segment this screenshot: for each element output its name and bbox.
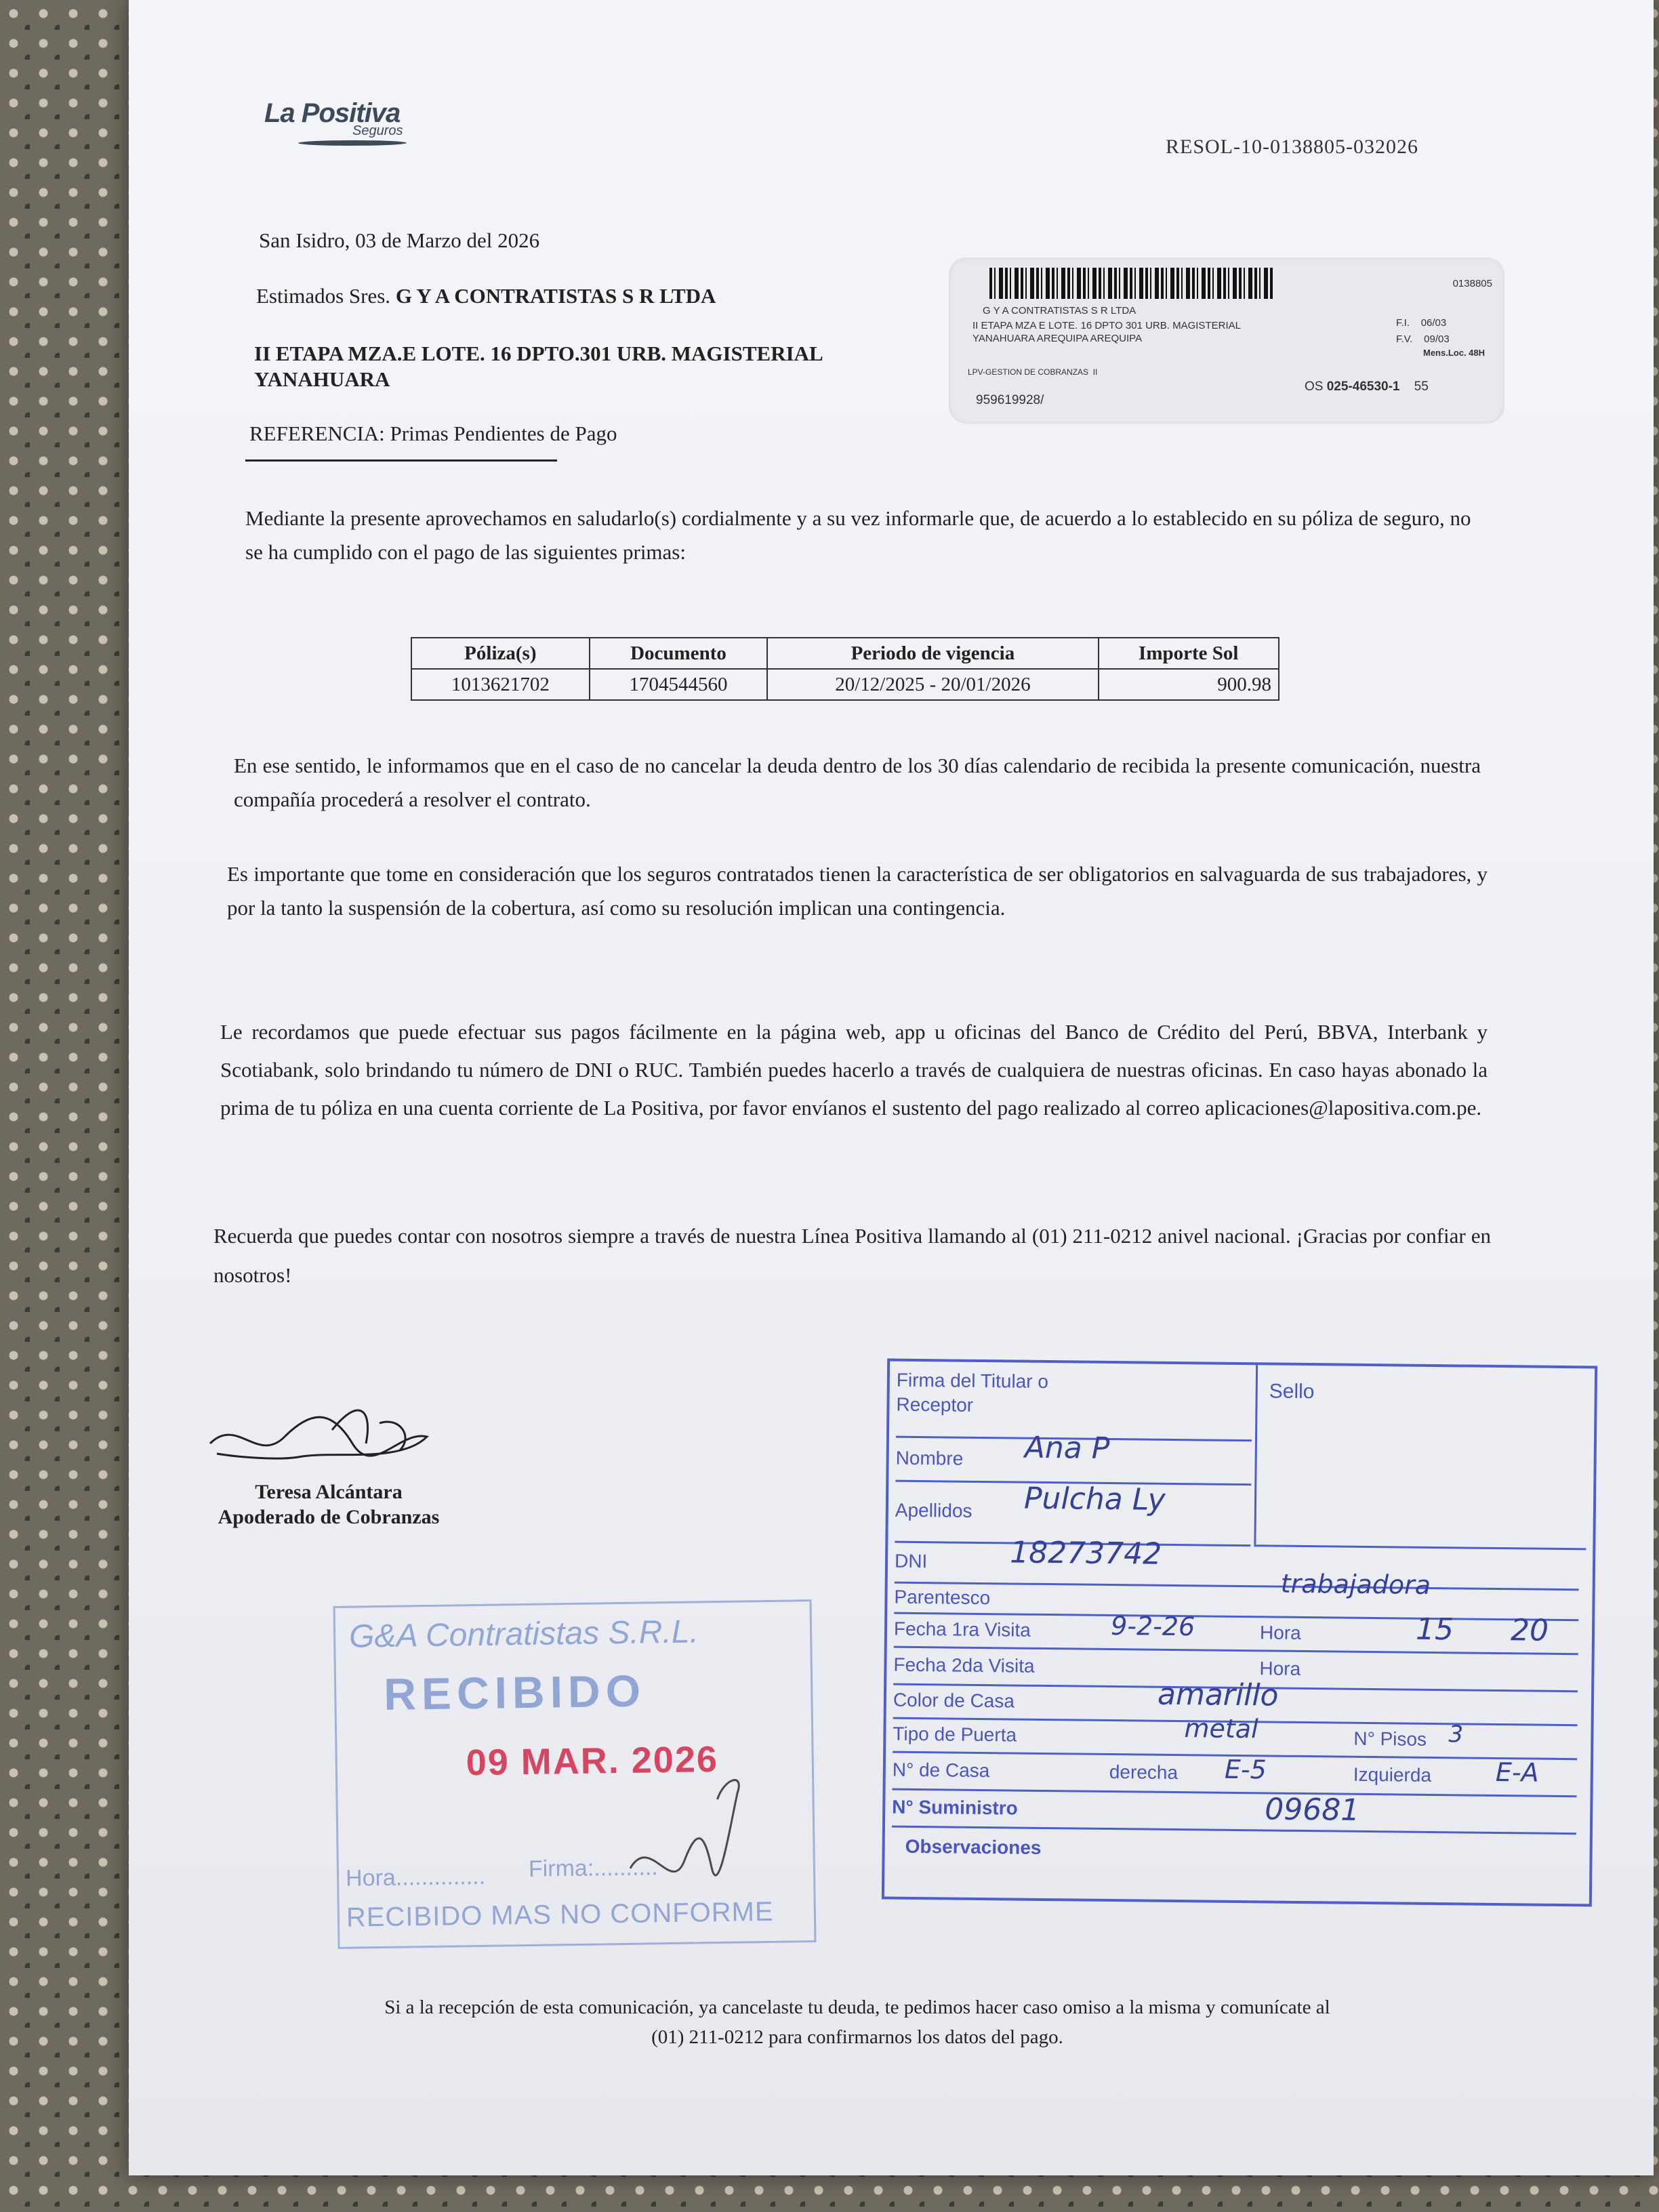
footer-line1: Si a la recepción de esta comunicación, ya cancelaste tu deuda, te pedimos hacer caso omiso a la misma y comunícate al	[384, 1996, 1330, 2018]
form-sello-label: Sello	[1269, 1380, 1315, 1404]
mailing-label	[949, 258, 1504, 424]
header-importe: Importe Sol	[1099, 638, 1279, 669]
stamp-hora-label: Hora	[345, 1864, 396, 1891]
hora1-label: Hora	[1259, 1622, 1301, 1643]
header-periodo: Periodo de vigencia	[767, 638, 1098, 669]
stamp-hora: Hora..............	[345, 1863, 486, 1891]
observaciones-label: Observaciones	[905, 1835, 1042, 1858]
parentesco-label: Parentesco	[894, 1586, 991, 1609]
dni-label: DNI	[894, 1550, 928, 1572]
hw-puerta: metal	[1184, 1713, 1258, 1744]
received-stamp	[333, 1599, 817, 1949]
dept-suffix: II	[1092, 367, 1098, 377]
label-addr1: II ETAPA MZA E LOTE. 16 DPTO 301 URB. MAGISTERIAL	[972, 320, 1241, 331]
hw-dni: 18273742	[1009, 1535, 1162, 1572]
firma-label: Firma del Titular o Receptor	[896, 1369, 1049, 1416]
reference-text: Primas Pendientes de Pago	[390, 422, 617, 445]
stamp-firma-label: Firma:	[528, 1855, 594, 1882]
hw-apellidos: Pulcha Ly	[1023, 1481, 1166, 1517]
hora2-label: Hora	[1259, 1658, 1301, 1679]
label-os	[1305, 380, 1429, 394]
fi-value: 06/03	[1420, 317, 1447, 329]
dept-text: LPV-GESTION DE COBRANZAS	[968, 367, 1089, 377]
label-fi	[1396, 317, 1446, 329]
cell-importe: 900.98	[1099, 669, 1279, 700]
footer-line2: (01) 211-0212 para confirmarnos los datos del pago.	[651, 2026, 1063, 2048]
derecha-label: derecha	[1109, 1761, 1179, 1784]
resolution-code: RESOL-10-0138805-032026	[1166, 136, 1418, 158]
reference-label: REFERENCIA:	[249, 422, 385, 445]
hw-izquierda: E-A	[1495, 1757, 1539, 1788]
label-mens: Mens.Loc. 48H	[1423, 348, 1486, 358]
label-addr2: YANAHUARA AREQUIPA AREQUIPA	[972, 333, 1143, 344]
delivery-form-stamp	[882, 1359, 1597, 1907]
hw-suministro: 09681	[1265, 1792, 1360, 1828]
form-divider-vertical	[1254, 1365, 1258, 1544]
form-row-suministro	[892, 1788, 1577, 1835]
hw-nombre: Ana P	[1024, 1430, 1110, 1466]
paragraph-1: Mediante la presente aprovechamos en saludarlo(s) cordialmente y a su vez informarle que, de acuerdo a lo establecido en su póliza de seguro, no se ha cumplido con el pago de las siguientes primas:	[245, 506, 1471, 564]
hw-fecha1: 9-2-26	[1110, 1611, 1195, 1642]
paragraph-2: En ese sentido, le informamos que en el caso de no cancelar la deuda dentro de los 30 días calendario de recibida la presente comunicación, nuestra compañía procederá a resolver el contrato.	[234, 754, 1481, 811]
company-name: G Y A CONTRATISTAS S R LTDA	[395, 284, 716, 308]
hw-color: amarillo	[1157, 1677, 1279, 1713]
reference-underline	[245, 459, 557, 462]
salutation	[256, 279, 716, 313]
cell-poliza: 1013621702	[411, 669, 590, 700]
paragraph-3: Es importante que tome en consideración que los seguros contratados tienen la característica de ser obligatorios en salvaguarda de sus trabajadores, y por la tanto la suspensión de la cobertura, así como su resolución implican una contingencia.	[227, 862, 1488, 920]
hw-hora2: 20	[1510, 1613, 1549, 1648]
barcode-icon	[989, 268, 1274, 299]
handwritten-signature	[197, 1389, 454, 1491]
stamp-company: G&A Contratistas S.R.L.	[348, 1614, 699, 1655]
fecha1-label: Fecha 1ra Visita	[893, 1618, 1031, 1641]
hw-pisos: 3	[1448, 1721, 1464, 1748]
nombre-label: Nombre	[895, 1447, 964, 1469]
stamp-firma: Firma:..........	[528, 1854, 658, 1882]
izquierda-label: Izquierda	[1353, 1763, 1432, 1786]
address-line1: II ETAPA MZA.E LOTE. 16 DPTO.301 URB. MAGISTERIAL	[254, 342, 823, 365]
logo-name: La Positiva	[264, 98, 401, 128]
fecha2-label: Fecha 2da Visita	[893, 1654, 1035, 1677]
footer-note	[197, 1992, 1518, 2052]
fi-label: F.I.	[1396, 317, 1410, 329]
puerta-label: Tipo de Puerta	[893, 1723, 1017, 1746]
letter-page	[129, 0, 1654, 2175]
fv-value: 09/03	[1424, 333, 1450, 345]
paragraph-4: Le recordamos que puede efectuar sus pagos fácilmente en la página web, app u oficinas del Banco de Crédito del Perú, BBVA, Interbank y Scotiabank, solo brindando tu número de DNI o RUC. También puedes hacerlo a través de cualquiera de nuestras oficinas. En caso hayas abonado la prima de tu póliza en una cuenta corriente de La Positiva, por favor envíanos el sustento del pago realizado al correo aplicaciones@lapositiva.com.pe.	[220, 1020, 1488, 1120]
la-positiva-logo	[264, 98, 407, 146]
apellidos-label: Apellidos	[895, 1499, 972, 1521]
label-fv	[1396, 333, 1450, 345]
salutation-prefix: Estimados Sres.	[256, 284, 391, 308]
label-phone: 959619928/	[976, 393, 1044, 407]
label-dept	[968, 367, 1097, 377]
header-poliza: Póliza(s)	[411, 638, 590, 669]
paragraph-5: Recuerda que puedes contar con nosotros siempre a través de nuestra Línea Positiva llamando al (01) 211-0212 anivel nacional. ¡Gracias por confiar en nosotros!	[213, 1224, 1491, 1287]
color-label: Color de Casa	[893, 1689, 1015, 1712]
stamp-handwritten-initials	[622, 1765, 760, 1902]
os-label: OS	[1305, 380, 1324, 394]
logo-subtitle: Seguros	[352, 123, 403, 138]
os-value: 025-46530-1	[1326, 380, 1400, 394]
os-number: 55	[1414, 380, 1429, 394]
hw-derecha: E-5	[1224, 1754, 1267, 1785]
reference	[249, 417, 617, 451]
place-date: San Isidro, 03 de Marzo del 2026	[259, 228, 540, 252]
stamp-received-word: RECIBIDO	[383, 1665, 647, 1719]
table-header-row	[411, 638, 1279, 669]
stamp-date: 09 MAR. 2026	[466, 1739, 719, 1784]
fv-label: F.V.	[1396, 333, 1413, 345]
hw-hora1: 15	[1415, 1612, 1454, 1647]
logo-swoosh-icon	[297, 140, 409, 146]
cell-documento: 1704544560	[590, 669, 768, 700]
signer-role: Apoderado de Cobranzas	[218, 1506, 440, 1528]
table-row	[411, 669, 1279, 700]
address	[254, 341, 823, 392]
pisos-label: N° Pisos	[1353, 1727, 1427, 1750]
casa-label: N° de Casa	[892, 1759, 990, 1782]
suministro-label: N° Suministro	[892, 1796, 1018, 1819]
hw-parentesco: trabajadora	[1280, 1568, 1431, 1600]
header-documento: Documento	[590, 638, 768, 669]
premiums-table	[411, 637, 1279, 701]
cell-periodo: 20/12/2025 - 20/01/2026	[767, 669, 1098, 700]
label-name: G Y A CONTRATISTAS S R LTDA	[983, 305, 1136, 316]
stamp-bottom-text: RECIBIDO MAS NO CONFORME	[346, 1896, 774, 1933]
label-code-top: 0138805	[1452, 278, 1492, 289]
form-row-firma	[896, 1361, 1252, 1441]
signer-name: Teresa Alcántara	[255, 1481, 403, 1503]
address-line2: YANAHUARA	[254, 367, 390, 391]
